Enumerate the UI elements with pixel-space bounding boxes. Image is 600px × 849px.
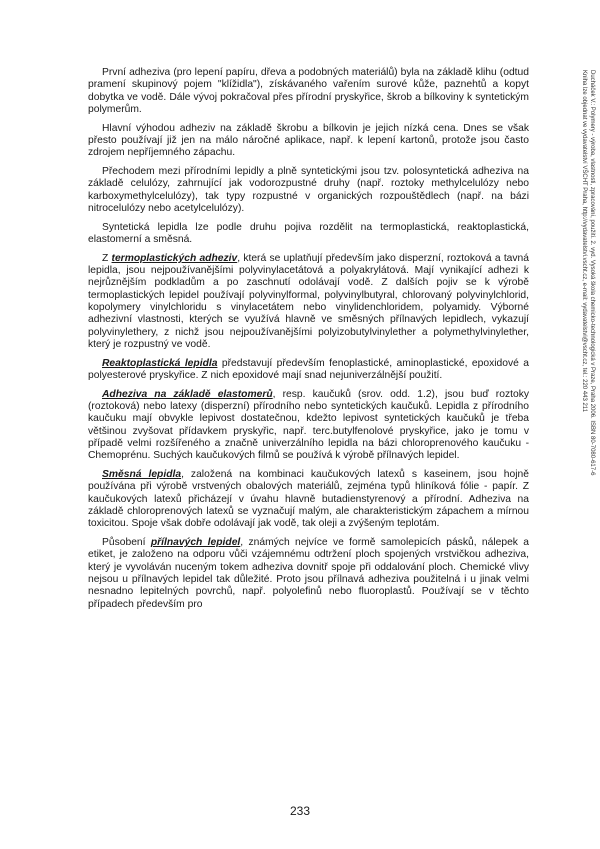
emphasized-term: Směsná lepidla — [102, 469, 182, 481]
paragraph-text: , resp. kaučuků (srov. odd. 1.2), jsou buď roztoky (roztoková) nebo latexy (disperzní) přírodního nebo syntetických kaučuků. Lepidla z přírodního kaučuku mají obvykle lepivost dostatečnou, kdežto lepivost syntetických kaučuků je třeba většinou zvyšovat přídavkem pryskyřic, např. terc.butylfenolové pryskyřice, jako je tomu v případě velmi rozšířeného a značně univerzálního lepidla na bázi chloroprenového kaučuku - Chemoprénu. Suchých kaučukových filmů se používá k výrobě přílnavých lepidel. — [88, 388, 529, 462]
paragraph-text: , známých nejvíce ve formě samolepicích pásků, nálepek a etiket, je založeno na odporu vůči vzájemnému odtržení ploch spojených vrstvičkou adheziva, který je vyvoláván nuceným tokem adheziva dovnitř spoje při oddalování ploch. Chemické vlivy nejsou u přílnavých lepidel tak důležité. Proto jsou přílnavá adheziva použitelná i u jinak velmi nesnadno lepitelných povrchů, např. polyolefinů nebo fluoroplastů. Používají se v těchto případech především pro — [88, 537, 530, 610]
citation-line: Ducháček V.: Polymery - výroba, vlastnosti, zpracování, použití. 2. vyd. Vysoká škola chemicko-technologická v Praze, Praha 2006. ISBN 80-7080-617-6 — [589, 70, 595, 476]
paragraph-text: Syntetická lepidla lze podle druhu pojiva rozdělit na termoplastická, reaktoplastická, elastomerní a směsná. — [88, 221, 529, 246]
paragraph-text: Hlavní výhodou adheziv na základě škrobu a bílkovin je jejich nízká cena. Dnes se však přesto používají již jen na málo náročné aplikace, např. k lepení kartonů, protože jsou často zdrojem nepříjemného zápachu. — [88, 122, 529, 159]
paragraph-text: , založená na kombinaci kaučukových latexů s kaseinem, jsou hojně používána při výrobě vrstvených obalových materiálů, zejména typů hliníková fólie - papír. Z kaučukových latexů přicházejí v úvahu hlavně butadienstyrenový a přírodní. Adheziva na základě chloroprenových latexů se vyznačují malým, ale charakteristickým zápachem a mírnou toxicitou. Spoje však dobře odolávají jak vodě, tak oleji a zvýšeným teplotám. — [88, 469, 529, 530]
paragraph-text: Z — [102, 252, 112, 264]
paragraph — [88, 67, 529, 116]
paragraph-text: První adheziva (pro lepení papíru, dřeva a podobných materiálů) byla na základě klihu (odtud pramení skupinový pojem "klížidla"), získávaného vařením surové kůže, paznehtů a kopyt dobytka ve vodě. Dále vývoj pokračoval přes přírodní pryskyřice, škrob a bílkoviny k syntetickým polymerům. — [88, 67, 529, 115]
paragraph-text: představují především fenoplastické, aminoplastické, epoxidové a polyesterové pryskyřice. Z nich epoxidové mají snad nejuniverzálnější použití. — [88, 357, 529, 382]
paragraph — [88, 123, 529, 160]
emphasized-term: přílnavých lepidel — [150, 537, 241, 549]
paragraph-text: Přechodem mezi přírodními lepidly a plně syntetickými jsou tzv. polosyntetická adheziva na základě celulózy, zahrnující jak vodorozpustné druhy (např. roztoky methylcelulózy nebo karboxymethylcelulózy), tak typy rozpustné v organických rozpouštědlech (např. na bázi nitrocelulózy nebo acetylcelulózy). — [88, 166, 529, 214]
paragraph — [88, 358, 529, 383]
emphasized-term: Reaktoplastická lepidla — [102, 357, 218, 369]
paragraph — [88, 253, 529, 351]
paragraph-text: , která se uplatňují především jako disperzní, roztoková a tavná lepidla, jsou nejpoužívanějšími polyvinylacetátová a polyakrylátová. Mají vynikající adhezi k nejrůznějším podkladům a po zaschnutí odolávají vodě. Z dalších pojiv se k výrobě termoplastických lepidel používají polyvinylformal, polyvinylbutyral, chlorovaný polyvinylchlorid, kopolymery vinylchloridu s vinylacetátem nebo vinylidenchloridem, polyamidy. Výborné adhezivní vlastnosti, kterých se využívá hlavně ve směsných přílnavých lepidlech, vykazují polyvinylethery, z nichž jsou nejpoužívanějšími polyizobutylvinylether a polymethylvinylether, který je rozpustný ve vodě. — [88, 252, 530, 350]
body-text — [88, 67, 529, 617]
emphasized-term: Adheziva na základě elastomerů — [102, 388, 273, 400]
ordering-info-line: Kniha lze objednat ve vydavatelství VŠCHT Praha, http://vydavatelstvi.vscht.cz, e-mail: vydavatelstvi@vscht.cz, tel.: 220 443 211 — [581, 70, 587, 413]
page-number: 233 — [289, 804, 311, 818]
paragraph — [88, 389, 529, 463]
emphasized-term: termoplastických adheziv — [111, 252, 238, 264]
paragraph — [88, 166, 529, 215]
paragraph — [88, 222, 529, 247]
paragraph — [88, 537, 529, 611]
side-note — [578, 70, 596, 630]
paragraph-text: Působení — [102, 537, 151, 549]
paragraph — [88, 469, 529, 530]
